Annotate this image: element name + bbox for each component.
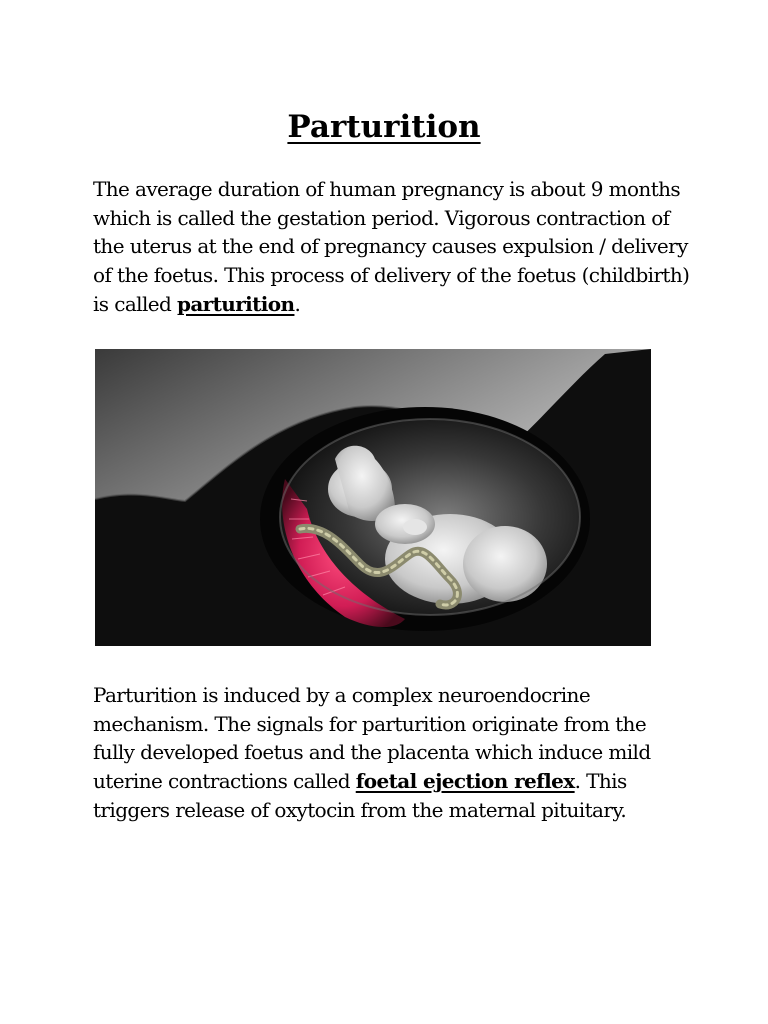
paragraph-gestation bbox=[93, 175, 693, 319]
paragraph-mechanism-text: Parturition is induced by a complex neuroendocrine mechanism. The signals for parturition originate from the fully developed foetus and the placenta which induce mild uterine contractions called bbox=[93, 683, 651, 794]
paragraph-mechanism bbox=[93, 681, 693, 825]
foetus-in-uterus-icon bbox=[95, 349, 651, 646]
paragraph-gestation-end: . bbox=[294, 291, 301, 316]
term-foetal-ejection-reflex: foetal ejection reflex bbox=[355, 769, 575, 794]
paragraph-gestation-text: The average duration of human pregnancy is about 9 months which is called the gestation period. Vigorous contraction of the uterus at the end of pregnancy causes expulsion / delivery of the foetus. This process of delivery of the foetus (childbirth) is called bbox=[93, 177, 690, 316]
term-parturition: parturition bbox=[176, 291, 295, 316]
page-title bbox=[0, 107, 768, 147]
paragraph-mechanism-end: . This triggers release of oxytocin from the maternal pituitary. bbox=[93, 769, 627, 822]
foetus-illustration bbox=[95, 349, 651, 646]
page-title-text: Parturition bbox=[287, 108, 481, 145]
